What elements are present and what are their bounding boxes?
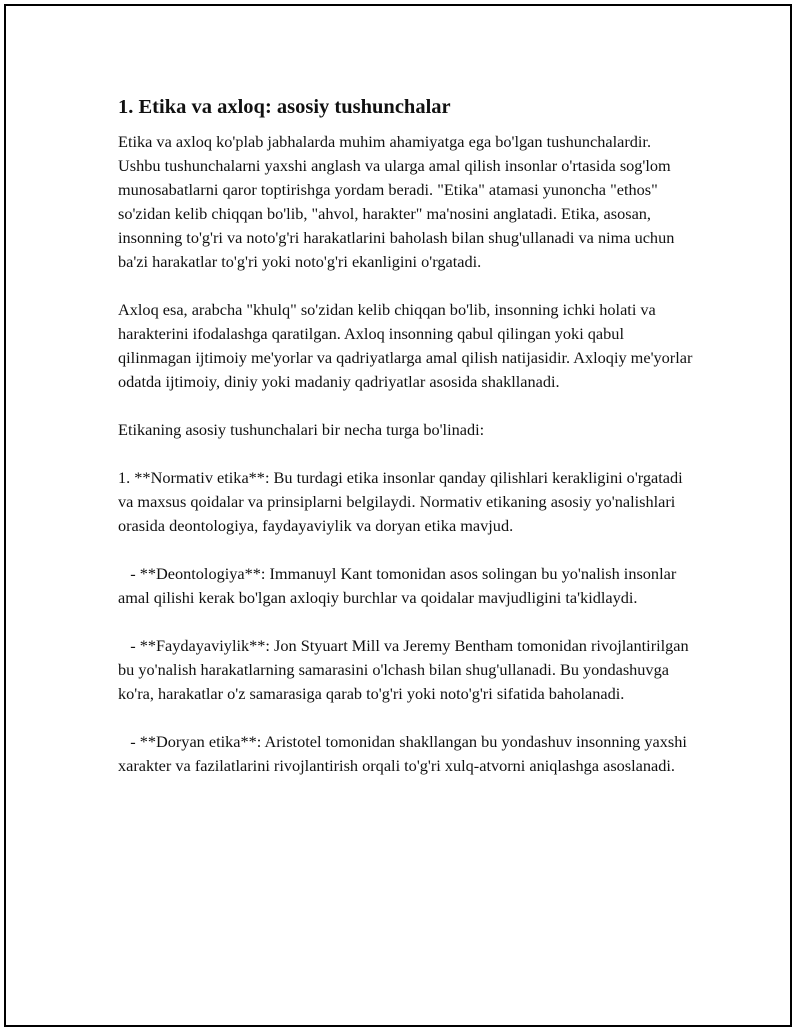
- section-heading: 1. Etika va axloq: asosiy tushunchalar: [118, 96, 451, 118]
- list-item-faydayaviylik: - **Faydayaviylik**: Jon Styuart Mill va Jeremy Bentham tomonidan rivojlantirilgan bu yo'nalish harakatlarning samarasini o'lchash bilan shug'ullanadi. Bu yondashuvga ko'ra, harakatlar o'z samarasiga qarab to'g'ri yoki noto'g'ri sifatida baholanadi.: [118, 636, 693, 703]
- list-item-doryan-etika: - **Doryan etika**: Aristotel tomonidan shakllangan bu yondashuv insonning yaxshi xarakter va fazilatlarini rivojlantirish orqali to'g'ri xulq-atvorni aniqlashga asoslanadi.: [118, 732, 691, 775]
- paragraph-axloq: Axloq esa, arabcha "khulq" so'zidan kelib chiqqan bo'lib, insonning ichki holati va harakterini ifodalashga qaratilgan. Axloq insonning qabul qilingan yoki qabul qilinmagan ijtimoiy me'yorlar va qadriyatlarga amal qilish natijasidir. Axloqiy me'yorlar odatda ijtimoiy, diniy yoki madaniy qadriyatlar asosida shakllanadi.: [118, 300, 697, 391]
- paragraph-intro: Etika va axloq ko'plab jabhalarda muhim ahamiyatga ega bo'lgan tushunchalardir. Ushbu tushunchalarni yaxshi anglash va ularga amal qilish insonlar o'rtasida sog'lom munosabatlarni qaror toptirishga yordam beradi. "Etika" atamasi yunoncha "ethos" so'zidan kelib chiqqan bo'lib, "ahvol, harakter" ma'nosini anglatadi. Etika, asosan, insonning to'g'ri va noto'g'ri harakatlarini baholash bilan shug'ullanadi va nima uchun ba'zi harakatlar to'g'ri yoki noto'g'ri ekanligini o'rgatadi.: [118, 132, 679, 271]
- list-item-normativ-etika: 1. **Normativ etika**: Bu turdagi etika insonlar qanday qilishlari kerakligini o'rgatadi va maxsus qoidalar va prinsiplarni belgilaydi. Normativ etikaning asosiy yo'nalishlari orasida deontologiya, faydayaviylik va doryan etika mavjud.: [118, 468, 687, 535]
- list-item-deontologiya: - **Deontologiya**: Immanuyl Kant tomonidan asos solingan bu yo'nalish insonlar amal qilishi kerak bo'lgan axloqiy burchlar va qoidalar mavjudligini ta'kidlaydi.: [118, 564, 681, 607]
- document-body: [118, 94, 697, 778]
- paragraph-types-intro: Etikaning asosiy tushunchalari bir necha turga bo'linadi:: [118, 420, 485, 439]
